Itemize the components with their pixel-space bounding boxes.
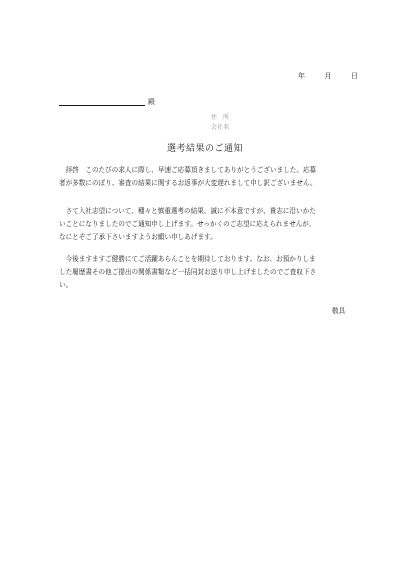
paragraph-closing-remarks — [59, 253, 359, 292]
date-line — [298, 71, 358, 81]
date-year: 年 — [298, 72, 305, 80]
sender-address: 住 所 — [210, 114, 229, 121]
closing-salutation: 敬具 — [332, 307, 346, 315]
sender-company: 会社名 — [210, 124, 229, 131]
paragraph-line: なにとぞご了承下さいますようお願い申しあげます。 — [59, 233, 217, 241]
paragraph-line: いことになりましたのでご通知申し上げます。せっかくのご志望に応えられませんが、 — [59, 220, 316, 228]
recipient-line — [59, 96, 174, 106]
paragraph-line: さて入社志望について、種々と慎重選考の結果、誠に不本意ですが、貴志に沿いかた — [59, 207, 316, 215]
paragraph-line: 拝啓 このたびの求人に際し、早速ご応募頂きましてありがとうございました。応募 — [59, 166, 317, 174]
recipient-honorific: 殿 — [148, 98, 155, 106]
recipient-name-blank — [59, 105, 145, 106]
paragraph-line: い。 — [59, 281, 73, 289]
paragraph-result — [59, 205, 359, 244]
paragraph-line: した履歴書その他ご提出の関係書類など一括同封お送り申し上げましたのでご査収下さ — [59, 268, 317, 276]
paragraph-greeting — [59, 164, 359, 190]
letter-title: 選考結果のご通知 — [166, 144, 243, 154]
paragraph-line: 今後ますますご健勝にてご活躍あらんことを期待しております。なお、お預かりしま — [59, 255, 316, 263]
paragraph-line: 者が多数にのぼり、審査の結果に関するお返事が大変遅れまして申し訳ございません。 — [59, 179, 317, 187]
date-month: 月 — [324, 72, 332, 80]
date-day: 日 — [351, 72, 358, 80]
